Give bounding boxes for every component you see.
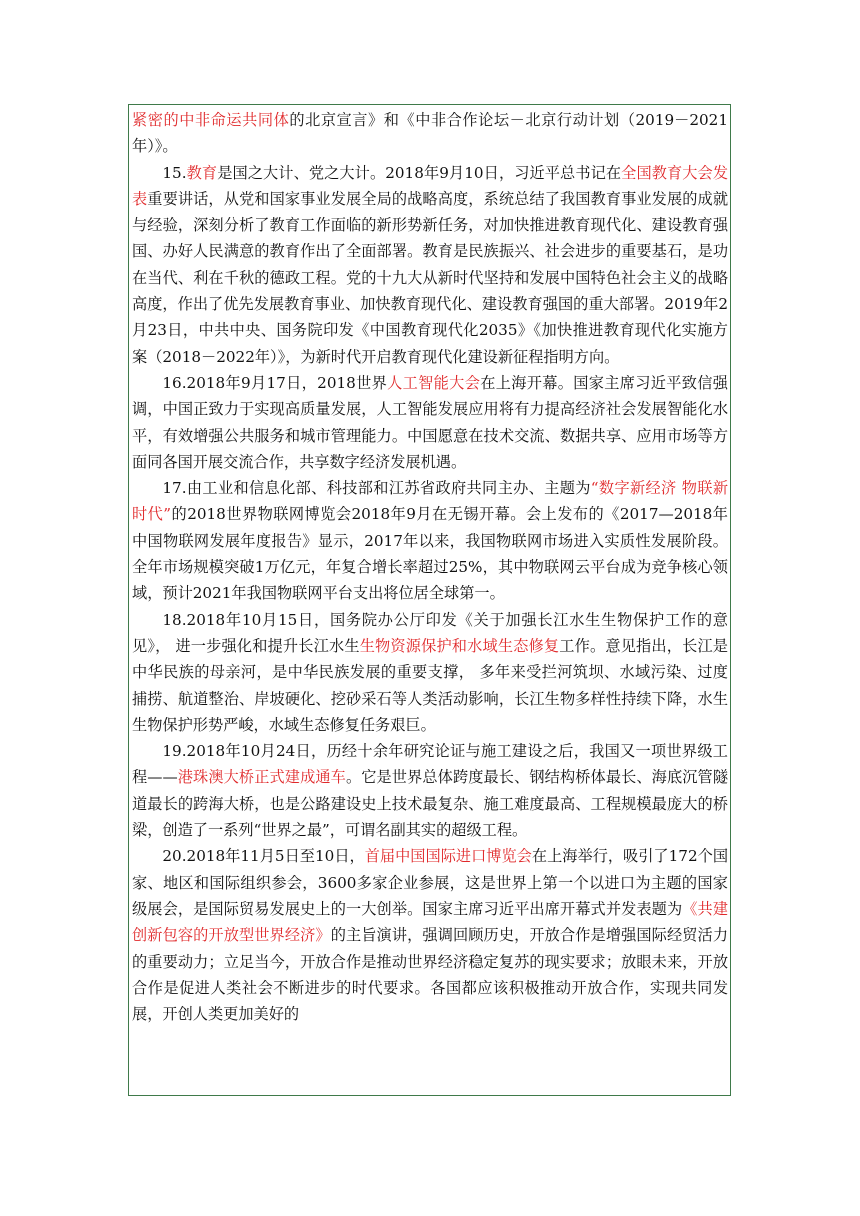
body-text: 20.2018年11月5日至10日，: [162, 847, 365, 866]
body-text: 在上海开幕。国家主席习近平致信强调，中国正致力于实现高质量发展，人工智能发展应用将有力提高经济社会发展智能化水平，有效增强公共服务和城市管理能力。中国愿意在技术交流、数据共享、应用市场等方面同各国开展交流合作，共享数字经济发展机遇。: [132, 373, 728, 471]
body-text: 的主旨演讲，强调回顾历史，开放合作是增强国际经贸活力的重要动力；立足当今，开放合作是推动世界经济稳定复苏的现实要求；放眼未来，开放合作是促进人类社会不断进步的时代要求。各国都应该积极推动开放合作，实现共同发展，开创人类更加美好的: [132, 926, 729, 1024]
paragraph-p20: [132, 843, 728, 1027]
highlighted-text: 生物资源保护和水域生态修复: [359, 636, 560, 655]
body-text: 19.2018年10月24日，历经十余年研究论证与施工建设之后，我国又一项世界级工程——: [132, 742, 728, 787]
highlighted-text: 紧密的中非命运共同体: [132, 111, 290, 129]
highlighted-text: 港珠澳大桥正式建成通车: [177, 768, 346, 787]
body-text: 的2018世界物联网博览会2018年9月在无锡开幕。会上发布的《2017—2018年中国物联网发展年度报告》显示，2017年以来，我国物联网市场进入实质性发展阶段。全年市场规模突破1万亿元，年复合增长率超过25%，其中物联网云平台成为竞争核心领域，预计2021年我国物联网平台支出将位居全球第一。: [132, 505, 728, 603]
highlighted-text: “数字新经济 物联新时代”: [132, 479, 729, 524]
highlighted-text: 教育: [186, 163, 218, 182]
document-body: [132, 107, 728, 1027]
body-text: 在上海举行，吸引了172个国家、地区和国际组织参会，3600多家企业参展，这是世界上第一个以进口为主题的国家级展会，是国际贸易发展史上的一大创举。国家主席习近平出席开幕式并发表题为: [132, 847, 729, 918]
body-text: 16.2018年9月17日，2018世界: [162, 373, 388, 392]
highlighted-text: 《共建创新包容的开放型世界经济》: [132, 899, 729, 945]
body-text: 18.2018年10月15日，国务院办公厅印发《关于加强长江水生生物保护工作的意见》， 进一步强化和提升长江水生: [132, 610, 728, 655]
paragraph-p19: [132, 738, 728, 843]
body-text: 工作。意见指出，长江是中华民族的母亲河，是中华民族发展的重要支撑， 多年来受拦河筑坝、水域污染、过度捕捞、航道整治、岸坡硬化、挖砂采石等人类活动影响，长江生物多样性持续下降，水生生物保护形势严峻，水域生态修复任务艰巨。: [132, 636, 728, 734]
body-text: 重要讲话，从党和国家事业发展全局的战略高度，系统总结了我国教育事业发展的成就与经验，深刻分析了教育工作面临的新形势新任务，对加快推进教育现代化、建设教育强国、办好人民满意的教育作出了全面部署。教育是民族振兴、社会进步的重要基石，是功在当代、利在千秋的德政工程。党的十九大从新时代坚持和发展中国特色社会主义的战略高度，作出了优先发展教育事业、加快教育现代化、建设教育强国的重大部署。2019年2月23日，中共中央、国务院印发《中国教育现代化2035》《加快推进教育现代化实施方案（2018－2022年）》，为新时代开启教育现代化建设新征程指明方向。: [132, 189, 729, 366]
paragraph-p17: [132, 475, 728, 606]
highlighted-text: 人工智能大会: [387, 373, 481, 392]
text-box-frame: [128, 104, 731, 1096]
body-text: 。它是世界总体跨度最长、钢结构桥体最长、海底沉管隧道最长的跨海大桥，也是公路建设史上技术最复杂、施工难度最高、工程规模最庞大的桥梁，创造了一系列“世界之最”，可谓名副其实的超级工程。: [132, 768, 729, 840]
paragraph-p14-cont: [132, 107, 728, 160]
paragraph-p15: [132, 160, 728, 370]
body-text: 的北京宣言》和《中非合作论坛－北京行动计划（2019－2021年）》。: [132, 111, 728, 156]
body-text: 17.由工业和信息化部、科技部和江苏省政府共同主办、主题为: [162, 479, 591, 498]
highlighted-text: 全国教育大会发表: [132, 163, 729, 208]
paragraph-p16: [132, 370, 728, 475]
body-text: 15.: [162, 163, 187, 182]
highlighted-text: 首届中国国际进口博览会: [364, 847, 532, 866]
body-text: 是国之大计、党之大计。2018年9月10日，习近平总书记在: [217, 163, 622, 182]
paragraph-p18: [132, 607, 728, 738]
